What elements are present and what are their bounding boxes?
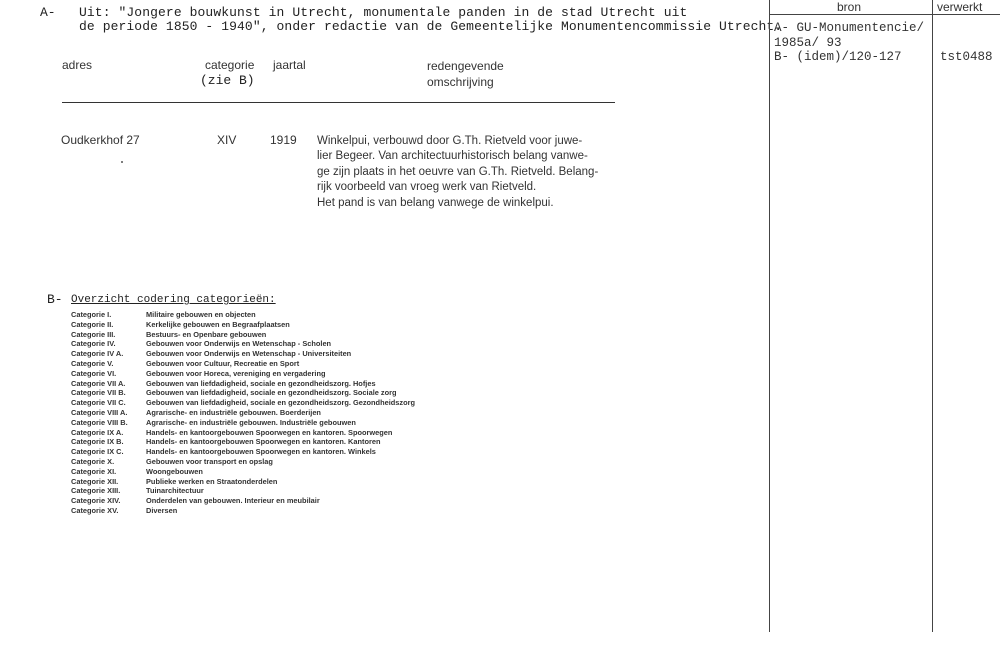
category-description: Diversen [146,505,178,515]
category-label: Categorie IX C. [71,447,124,457]
category-label: Categorie XV. [71,505,119,515]
category-label: Categorie VIII B. [71,417,128,427]
category-description: Gebouwen voor Horeca, vereniging en vergadering [146,368,326,378]
omschrijving-line: Het pand is van belang vanwege de winkelpui. [317,196,554,209]
source-line-2: de periode 1850 - 1940", onder redactie van de Gemeentelijke Monumentencommissie Utrecht. [79,19,783,34]
category-label: Categorie XI. [71,466,117,476]
bron-line-2: 1985a/ 93 [774,36,842,50]
category-description: Handels- en kantoorgebouwen Spoorwegen en kantoren. Winkels [146,447,376,457]
overview-marker: B- [47,292,63,307]
category-label: Categorie VII B. [71,388,126,398]
overview-title: Overzicht codering categorieën: [71,294,276,306]
category-label: Categorie II. [71,319,114,329]
panel-border-divider [932,0,933,632]
source-line-1: Uit: "Jongere bouwkunst in Utrecht, monumentale panden in de stad Utrecht uit [79,5,688,20]
category-description: Militaire gebouwen en objecten [146,310,256,319]
column-header-categorie-note: (zie B) [200,73,255,88]
source-marker: A- [40,5,56,20]
verwerkt-value: tst0488 [940,50,993,64]
header-rule [62,102,615,103]
panel-border-left [769,0,770,632]
category-description: Tuinarchitectuur [146,486,204,496]
category-description: Onderdelen van gebouwen. Interieur en meubilair [146,496,320,506]
category-description: Handels- en kantoorgebouwen Spoorwegen en kantoren. Spoorwegen [146,427,393,437]
column-header-categorie: categorie [205,58,255,72]
category-label: Categorie X. [71,456,115,466]
category-label: Categorie IV. [71,339,116,349]
entry-jaartal: 1919 [270,133,297,147]
category-description: Publieke werken en Straatonderdelen [146,476,278,486]
category-label: Categorie IX B. [71,437,124,447]
category-description: Kerkelijke gebouwen en Begraafplaatsen [146,319,290,329]
column-header-omschrijving-2: omschrijving [427,75,494,89]
category-label: Categorie IX A. [71,427,124,437]
category-description: Gebouwen van liefdadigheid, sociale en gezondheidszorg. Hofjes [146,378,376,388]
column-header-jaartal: jaartal [273,58,306,72]
category-label: Categorie VII A. [71,378,126,388]
category-description: Gebouwen van liefdadigheid, sociale en gezondheidszorg. Gezondheidszorg [146,398,415,408]
bron-line-1: A- GU-Monumentencie/ [774,21,925,35]
entry-adres: Oudkerkhof 27 [61,133,140,147]
column-header-omschrijving-1: redengevende [427,59,504,73]
margin-dot [121,161,123,163]
category-label: Categorie XII. [71,476,119,486]
category-label: Categorie XIV. [71,496,121,506]
category-label: Categorie XIII. [71,486,121,496]
category-description: Gebouwen voor Onderwijs en Wetenschap - Scholen [146,339,332,349]
category-description: Agrarische- en industriële gebouwen. Industriële gebouwen [146,417,356,427]
omschrijving-line: Winkelpui, verbouwd door G.Th. Rietveld voor juwe- [317,135,583,147]
omschrijving-line: ge zijn plaats in het oeuvre van G.Th. Rietveld. Belang- [317,165,599,178]
category-description: Gebouwen van liefdadigheid, sociale en gezondheidszorg. Sociale zorg [146,388,397,398]
omschrijving-line: rijk voorbeeld van vroeg werk van Rietveld. [317,181,537,194]
category-label: Categorie V. [71,358,114,368]
category-description: Gebouwen voor Onderwijs en Wetenschap - Universiteiten [146,349,352,359]
category-description: Woongebouwen [146,466,203,476]
category-description: Gebouwen voor transport en opslag [146,456,273,466]
bron-line-3: B- (idem)/120-127 [774,50,902,64]
category-label: Categorie VIII A. [71,407,128,417]
omschrijving-line: lier Begeer. Van architectuurhistorisch belang vanwe- [317,150,588,163]
category-label: Categorie I. [71,310,112,319]
category-description: Bestuurs- en Openbare gebouwen [146,329,267,339]
panel-header-bron: bron [837,0,862,14]
category-label: Categorie III. [71,329,116,339]
panel-header-rule [769,14,1000,15]
entry-categorie: XIV [217,133,237,147]
category-description: Handels- en kantoorgebouwen Spoorwegen en kantoren. Kantoren [146,437,381,447]
category-label: Categorie VII C. [71,398,126,408]
category-label: Categorie IV A. [71,349,124,359]
panel-header-verwerkt: verwerkt [937,0,983,14]
column-header-adres: adres [62,58,93,72]
category-label: Categorie VI. [71,368,117,378]
entry-omschrijving [317,134,617,211]
category-description: Agrarische- en industriële gebouwen. Boerderijen [146,407,321,417]
category-description: Gebouwen voor Cultuur, Recreatie en Sport [146,358,300,368]
